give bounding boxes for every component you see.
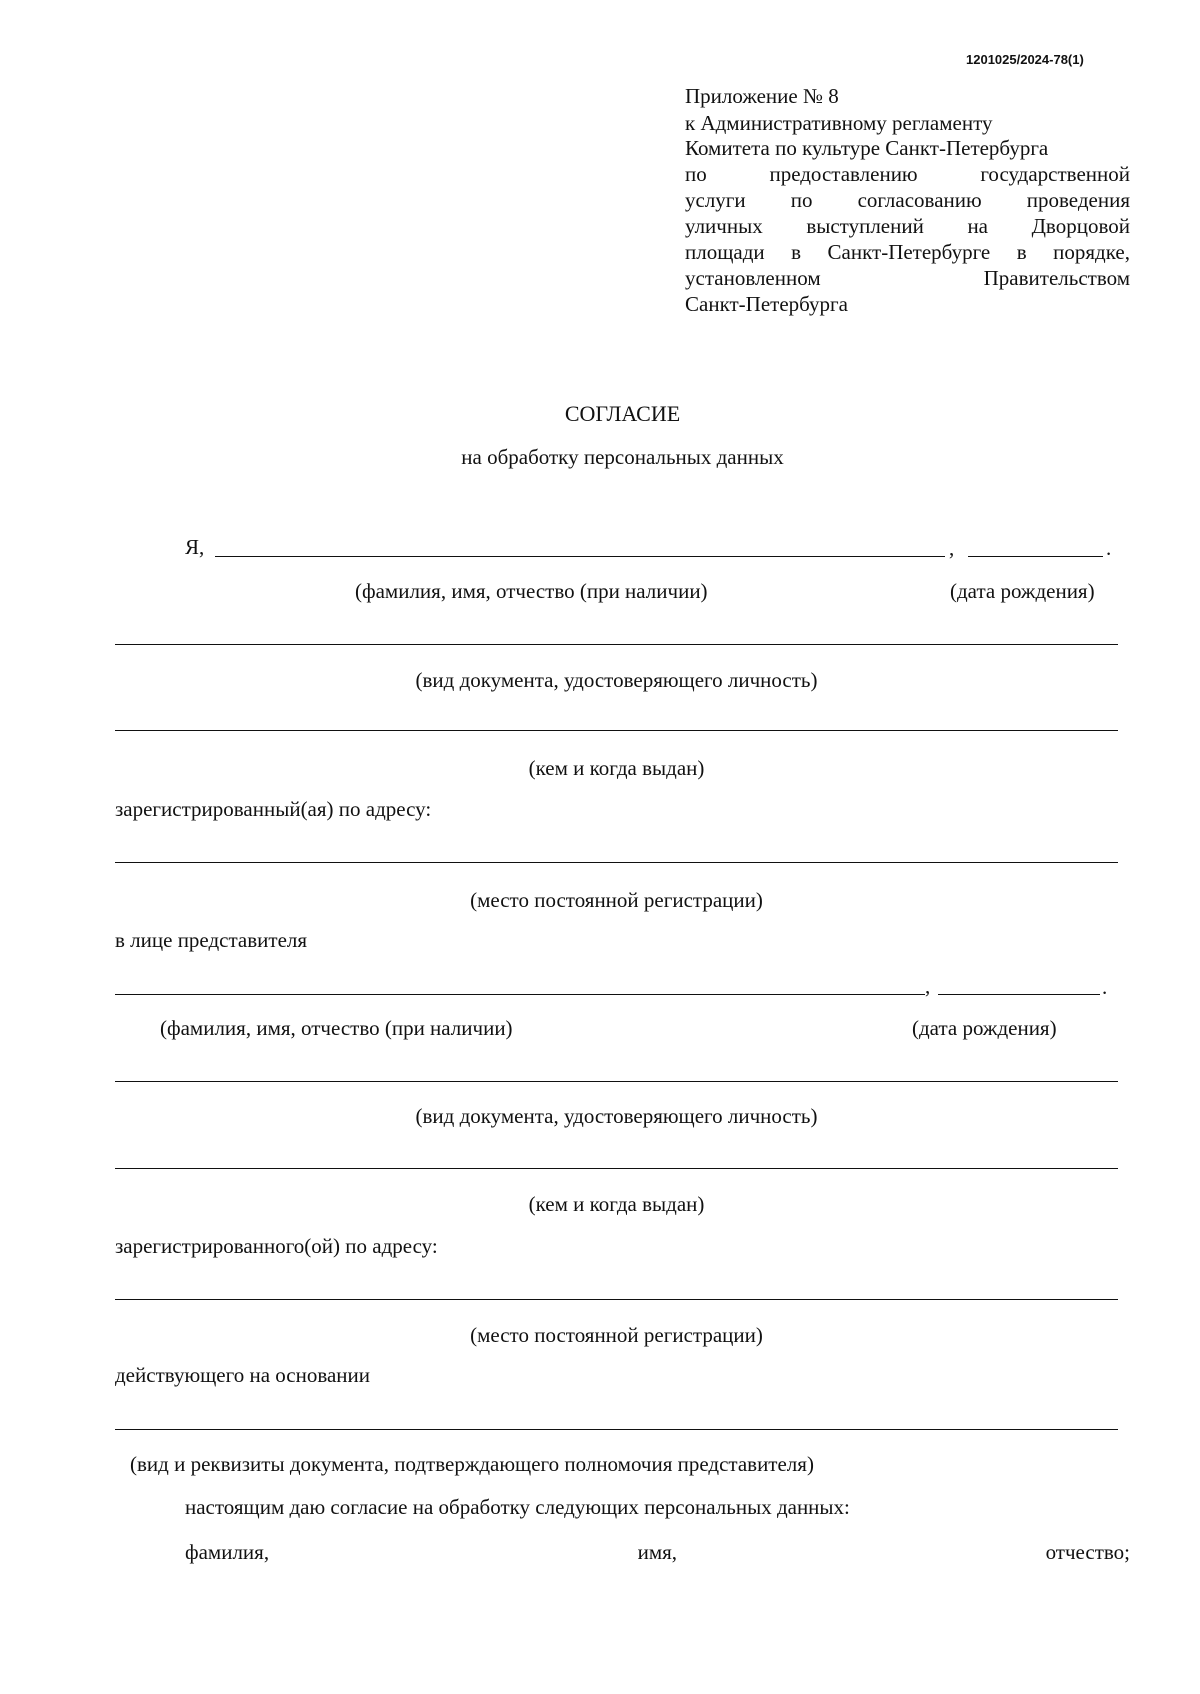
caption-rep-dob: (дата рождения) bbox=[912, 1016, 1057, 1040]
subject-fio-line[interactable] bbox=[215, 556, 945, 557]
caption-authority-document: (вид и реквизиты документа, подтверждающего полномочия представителя) bbox=[130, 1452, 814, 1476]
rep-registration-line[interactable] bbox=[115, 1299, 1118, 1300]
acting-basis-label: действующего на основании bbox=[115, 1363, 371, 1387]
rep-dob-line[interactable] bbox=[938, 994, 1100, 995]
caption-subject-registration: (место постоянной регистрации) bbox=[470, 888, 763, 912]
document-subtitle: на обработку персональных данных bbox=[461, 445, 784, 469]
caption-subject-id-document: (вид документа, удостоверяющего личность) bbox=[415, 668, 818, 692]
subject-id-document-line[interactable] bbox=[115, 644, 1118, 645]
document-number: 1201025/2024-78(1) bbox=[966, 52, 1084, 67]
appendix-line-7: площади в Санкт-Петербурге в порядке, bbox=[685, 240, 1130, 264]
appendix-line-4: по предоставлению государственной bbox=[685, 162, 1130, 186]
caption-subject-dob: (дата рождения) bbox=[950, 579, 1095, 603]
appendix-line-6: уличных выступлений на Дворцовой bbox=[685, 214, 1130, 238]
rep-period-mark: . bbox=[1102, 975, 1108, 999]
item-name: имя, bbox=[637, 1540, 678, 1564]
authority-document-line[interactable] bbox=[115, 1429, 1118, 1430]
appendix-line-1: Приложение № 8 bbox=[685, 84, 839, 108]
appendix-line-5: услуги по согласованию проведения bbox=[685, 188, 1130, 212]
caption-subject-issued: (кем и когда выдан) bbox=[528, 756, 705, 780]
item-surname: фамилия, bbox=[185, 1540, 270, 1564]
caption-rep-fio: (фамилия, имя, отчество (при наличии) bbox=[160, 1016, 513, 1040]
document-title: СОГЛАСИЕ bbox=[564, 401, 681, 426]
period-mark: . bbox=[1106, 536, 1112, 560]
rep-issued-line[interactable] bbox=[115, 1168, 1118, 1169]
subject-registration-line[interactable] bbox=[115, 862, 1118, 863]
caption-subject-fio: (фамилия, имя, отчество (при наличии) bbox=[355, 579, 708, 603]
rep-registered-label: зарегистрированного(ой) по адресу: bbox=[115, 1234, 438, 1258]
consent-statement: настоящим даю согласие на обработку следующих персональных данных: bbox=[185, 1495, 850, 1519]
subject-dob-line[interactable] bbox=[968, 556, 1103, 557]
item-patronymic: отчество; bbox=[1045, 1540, 1130, 1564]
caption-rep-id-document: (вид документа, удостоверяющего личность) bbox=[415, 1104, 818, 1128]
subject-issued-line[interactable] bbox=[115, 730, 1118, 731]
appendix-line-2: к Административному регламенту bbox=[685, 111, 993, 135]
personal-data-items bbox=[185, 1540, 1130, 1565]
rep-id-document-line[interactable] bbox=[115, 1081, 1118, 1082]
rep-comma-mark: , bbox=[925, 974, 931, 998]
appendix-line-3: Комитета по культуре Санкт-Петербурга bbox=[685, 136, 1049, 160]
caption-rep-registration: (место постоянной регистрации) bbox=[470, 1323, 763, 1347]
caption-rep-issued: (кем и когда выдан) bbox=[528, 1192, 705, 1216]
appendix-line-8: установленном Правительством bbox=[685, 266, 1130, 290]
ya-label: Я, bbox=[185, 535, 205, 559]
subject-registered-label: зарегистрированный(ая) по адресу: bbox=[115, 797, 432, 821]
comma-mark: , bbox=[949, 536, 955, 560]
appendix-line-9: Санкт-Петербурга bbox=[685, 292, 848, 316]
representative-label: в лице представителя bbox=[115, 928, 308, 952]
rep-fio-line[interactable] bbox=[115, 994, 925, 995]
